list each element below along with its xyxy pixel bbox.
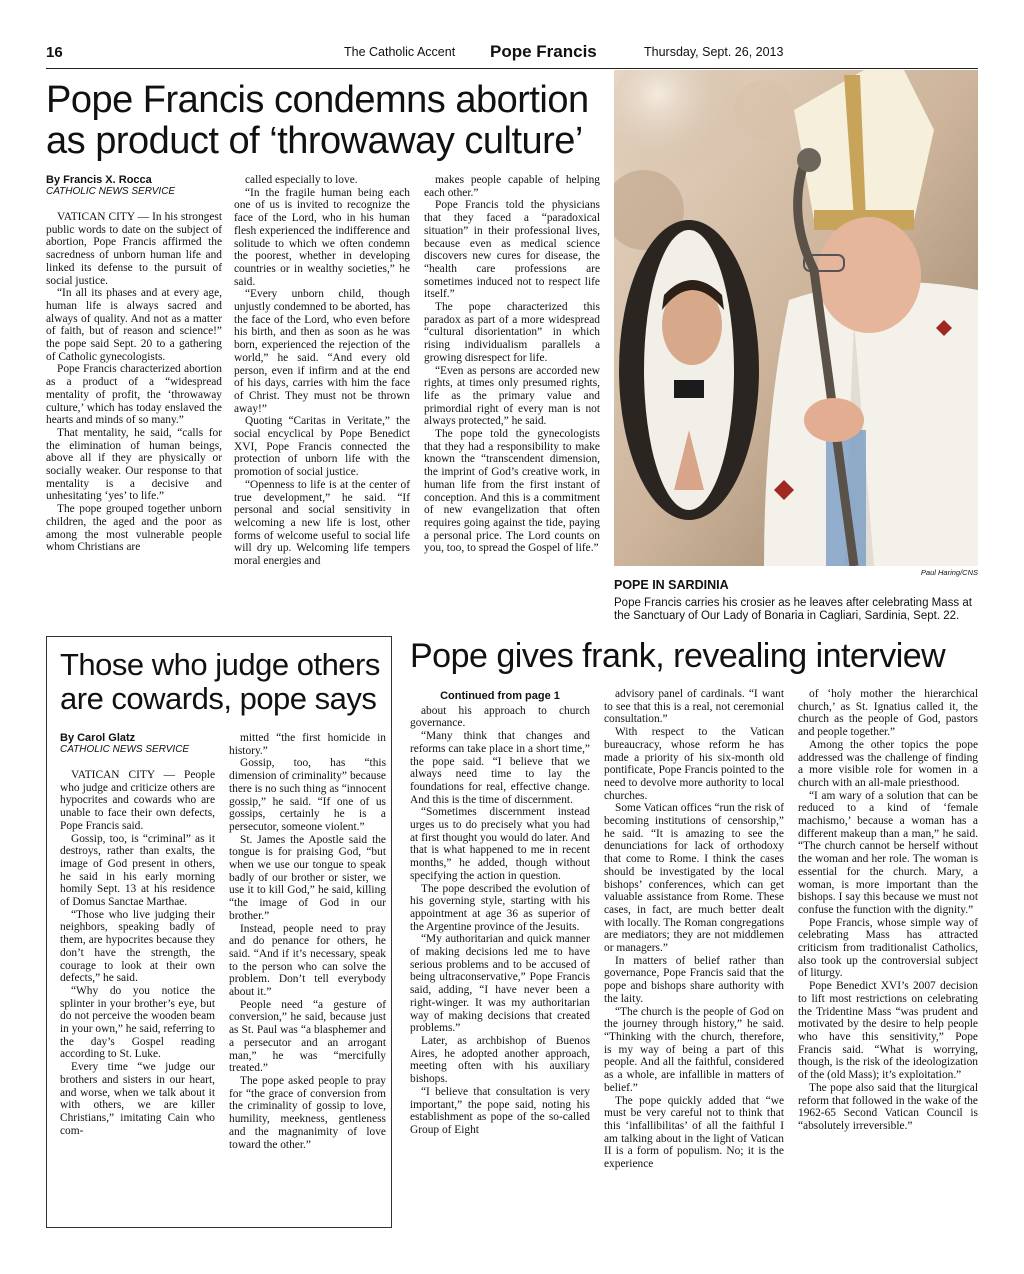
photo-credit: Paul Haring/CNS (920, 568, 978, 577)
story3-paragraph: “I believe that consultation is very important,” the pope said, noting his establishment as pope of the so-called Group of Eight (410, 1085, 590, 1136)
story1-col3-text (424, 174, 600, 555)
story3-paragraph: of ‘holy mother the hierarchical church,’ as St. Ignatius called it, the church as the people of God, pastors and people together.” (798, 688, 978, 739)
story3-col3-text (798, 688, 978, 1133)
story1-paragraph: “Openness to life is at the center of true development,” he said. “If personal and social sensitivity in welcoming a new life is lost, other forms of welcome useful to social life will dry up. Welcoming life tempers moral energies and (234, 478, 410, 568)
story3-headline: Pope gives frank, revealing interview (410, 637, 946, 675)
pope-photo (614, 70, 978, 566)
story2-paragraph: Gossip, too, has “this dimension of criminality” because there is no such thing as “innocent gossip,” he said. “If one of us gossips, certainly he is a persecutor, someone violent.” (229, 757, 386, 833)
story3-paragraph: “Many think that changes and reforms can take place in a short time,” the pope said. “I believe that we always need time to lay the foundations for real, effective change. And this is the time of discernment. (410, 730, 590, 806)
story3-col1 (410, 690, 590, 1137)
story1-headline (46, 80, 606, 162)
story3-paragraph: “The church is the people of God on the journey through history,” he said. “Thinking with the church, therefore, is my way of being a part of this people. And all the faithful, considered as a whole, are infallible in matters of belief.” (604, 1005, 784, 1094)
story1-byline: By Francis X. Rocca (46, 174, 152, 186)
story2-headline (60, 648, 390, 716)
caption-title: POPE IN SARDINIA (614, 578, 729, 592)
pope-photo-illustration (614, 70, 978, 566)
story2-paragraph: The pope asked people to pray for “the grace of conversion from the criminality of gossip to love, humility, meekness, gentleness and the magnanimity of love toward the other.” (229, 1074, 386, 1151)
story1-paragraph: The pope characterized this paradox as part of a more widespread “cultural disorientation” in which rising individualism parallels a growing disrespect for life. (424, 301, 600, 364)
story2-headline-line2: are cowards, pope says (60, 681, 377, 716)
story3-paragraph: Some Vatican offices “run the risk of becoming institutions of censorship,” he said. “It is amazing to see the denunciations for lack of orthodoxy that come to Rome. I think the cases should be investigated by the local bishops’ conferences, which can get valuable assistance from Rome. These cases, in fact, are much better dealt with locally. The Roman congregations are mediators; they are not middlemen or managers.” (604, 802, 784, 955)
story3-paragraph: The pope also said that the liturgical reform that followed in the wake of the 1962-65 Second Vatican Council is “absolutely irreversible.” (798, 1081, 978, 1132)
story1-col1-text (46, 211, 222, 554)
story2-paragraph: Instead, people need to pray and do penance for others, he said. “And if it’s necessary, speak to the person who can solve the problem. Don’t tell everybody about it.” (229, 922, 386, 999)
story1-paragraph: VATICAN CITY — In his strongest public words to date on the subject of abortion, Pope Francis affirmed the sacredness of unborn human life and linked its defense to the pursuit of social justice. (46, 211, 222, 287)
story1-paragraph: “Even as persons are accorded new rights, at times only presumed rights, life as the primary value and primordial right of every man is not always protected,” he said. (424, 364, 600, 428)
story1-paragraph: “Every unborn child, though unjustly condemned to be aborted, has the face of the Lord, who even before his birth, and then as soon as he was born, experienced the rejection of the world,” he said. “And every old person, even if infirm and at the end of his days, carries with him the face of Christ. They must not be thrown away!” (234, 288, 410, 415)
story3-paragraph: “Sometimes discernment instead urges us to do precisely what you had at first thought you would do later. And that is what happened to me in recent months,” he added, though without specifying the action in question. (410, 806, 590, 882)
story3-paragraph: “I am wary of a solution that can be reduced to a kind of ‘female machismo,’ because a woman has a different makeup than a man,” he said. “The church cannot be herself without the woman and her role. The woman is essential for the church. Mary, a woman, is more important than the bishops. I say this because we must not confuse the function with the dignity.” (798, 789, 978, 916)
story1-paragraph: “In all its phases and at every age, human life is always sacred and always of quality. And not as a matter of faith, but of reason and science!” the pope said Sept. 20 to a gathering of Catholic gynecologists. (46, 287, 222, 363)
folio-bar (46, 42, 978, 69)
page-number: 16 (46, 44, 63, 61)
story2-paragraph: Gossip, too, is “criminal” as it destroys, rather than exalts, the image of God present in others, he said in his early morning homily Sept. 13 at his residence of Domus Sanctae Marthae. (60, 832, 215, 909)
story3-paragraph: The pope quickly added that “we must be very careful not to think that this ‘infallibilitas’ of all the faithful I am talking about in the light of Vatican II is a form of populism. No; it is the experience (604, 1094, 784, 1171)
story1-paragraph: Pope Francis characterized abortion as a product of a “widespread mentality of profit, the ‘throwaway culture,’ which has today enslaved the hearts and minds of so many.” (46, 363, 222, 427)
story1-paragraph: The pope told the gynecologists that they had a responsibility to make known the “transcendent dimension, the imprint of God’s creative work, in human life from the first instant of conception. And this is a commitment of new evangelization that often requires going against the tide, paying a personal price. The Lord counts on you, too, to spread the Gospel of life.” (424, 428, 600, 555)
story2-paragraph: St. James the Apostle said the tongue is for praising God, “but when we use our tongue to speak badly of our brother or sister, we use it to kill God,” he said, killing “the image of God in our brother.” (229, 833, 386, 922)
story2-paragraph: VATICAN CITY — People who judge and criticize others are hypocrites and cowards who are unable to face their own defects, Pope Francis said. (60, 769, 215, 832)
story1-col1 (46, 174, 222, 554)
issue-date: Thursday, Sept. 26, 2013 (644, 45, 784, 59)
story2-paragraph: mitted “the first homicide in history.” (229, 732, 386, 757)
story1-paragraph: Quoting “Caritas in Veritate,” the social encyclical by Pope Benedict XVI, Pope Francis connected the protection of unborn life with the promotion of social justice. (234, 415, 410, 479)
story3-col1-text (410, 705, 590, 1137)
publication-name: The Catholic Accent (344, 45, 456, 59)
story1-paragraph: makes people capable of helping each other.” (424, 174, 600, 199)
story3-paragraph: “My authoritarian and quick manner of making decisions led me to have serious problems and to be accused of being ultraconservative,” Pope Francis said, adding, “I have never been a right-winger. It was my authoritarian way of making decisions that created problems.” (410, 933, 590, 1035)
story1-paragraph: called especially to love. (245, 174, 358, 186)
story2-col1 (60, 732, 215, 1137)
story3-col2-text (604, 688, 784, 1171)
story3-paragraph: Pope Benedict XVI’s 2007 decision to lift most restrictions on celebrating the Tridentine Mass “was prudent and motivated by the desire to help people who have this sensitivity,” Pope Francis said. “What is worrying, though, is the risk of the ideologization of the (old Mass); it’s exploitation.” (798, 980, 978, 1082)
story2-paragraph: Every time “we judge our brothers and sisters in our heart, and worse, when we talk about it with others, we are killer Christians,” imitating Cain who com- (60, 1061, 215, 1137)
story2-col1-text (60, 769, 215, 1137)
story2-paragraph: “Those who live judging their neighbors, speaking badly of them, are hypocrites because they don’t have the strength, the courage to look at their own defects,” he said. (60, 908, 215, 985)
story1-agency: CATHOLIC NEWS SERVICE (46, 186, 176, 197)
story1-paragraph: That mentality, he said, “calls for the elimination of human beings, above all if they are physically or socially weaker. Our response to that mentality is a decisive and unhesitating ‘yes’ to life.” (46, 426, 222, 503)
continued-label: Continued from page 1 (440, 690, 560, 702)
section-name: Pope Francis (490, 42, 597, 61)
story3-paragraph: The pope described the evolution of his governing style, starting with his appointment at age 36 as superior of the Argentine province of the Jesuits. (410, 882, 590, 933)
story3-paragraph: In matters of belief rather than governance, Pope Francis said that the pope and bishops share authority with the laity. (604, 954, 784, 1005)
story3-paragraph: With respect to the Vatican bureaucracy, whose reform he has made a priority of his six-month old pontificate, Pope Francis pointed to the need to devolve more authority to local churches. (604, 726, 784, 802)
story3-paragraph: Later, as archbishop of Buenos Aires, he adopted another approach, meeting often with his auxiliary bishops. (410, 1034, 590, 1086)
story2-byline: By Carol Glatz (60, 732, 136, 744)
story1-headline-line2: as product of ‘throwaway culture’ (46, 120, 583, 162)
story2-paragraph: “Why do you notice the splinter in your brother’s eye, but do not perceive the wooden beam in your own,” he said, referring to the day’s Gospel reading according to St. Luke. (60, 984, 215, 1061)
story1-paragraph: The pope grouped together unborn children, the aged and the poor as among the most vulnerable people whom Christians are (46, 503, 222, 554)
story1-col2-text (234, 174, 410, 568)
story1-paragraph: “In the fragile human being each one of us is invited to recognize the face of the Lord, who in his human flesh experienced the indifference and solitude to which we often condemn the poorest, whether in developing countries or in wealthy societies,” he said. (234, 186, 410, 288)
story3-paragraph: advisory panel of cardinals. “I want to see that this is a real, not ceremonial consultation.” (604, 688, 784, 726)
story2-col2-text (229, 732, 386, 1151)
story2-agency: CATHOLIC NEWS SERVICE (60, 744, 190, 755)
story3-paragraph: about his approach to church governance. (410, 704, 590, 730)
story1-headline-line1: Pope Francis condemns abortion (46, 79, 589, 121)
story2-paragraph: People need “a gesture of conversion,” he said, because just as St. Paul was “a blasphemer and a persecutor and an arrogant man,” he was “mercifully treated.” (229, 998, 386, 1075)
story2-headline-line1: Those who judge others (60, 647, 380, 682)
caption-text: Pope Francis carries his crosier as he leaves after celebrating Mass at the Sanctuary of Our Lady of Bonaria in Cagliari, Sardinia, Sept. 22. (614, 597, 972, 622)
story3-paragraph: Among the other topics the pope addressed was the challenge of finding a more visible role for women in a church with an all-male priesthood. (798, 738, 978, 789)
story1-paragraph: Pope Francis told the physicians that they faced a “paradoxical situation” in their professional lives, because even as medical science discovers new cures for disease, the “health care professions are sometimes induced not to respect life itself.” (424, 199, 600, 301)
story3-paragraph: Pope Francis, whose simple way of celebrating Mass has attracted criticism from traditionalist Catholics, also took up the controversial subject of liturgy. (798, 916, 978, 980)
